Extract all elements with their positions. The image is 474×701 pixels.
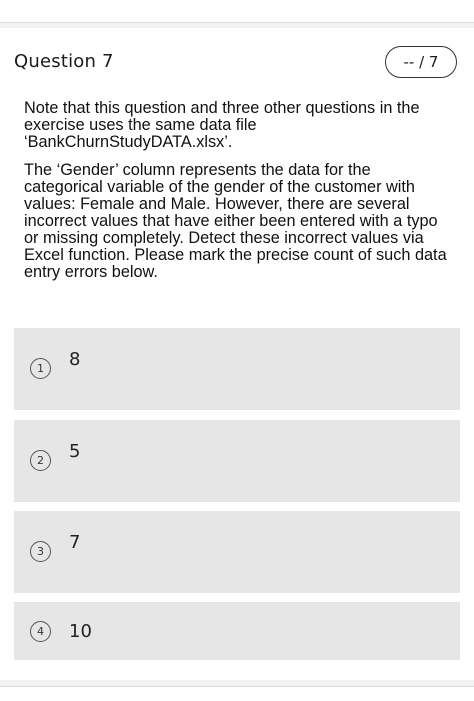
option-number-badge: 1: [30, 358, 51, 379]
score-badge: -- / 7: [385, 46, 457, 78]
answer-option-3[interactable]: [14, 511, 460, 593]
answer-option-4[interactable]: [14, 602, 460, 660]
option-value: 10: [69, 621, 92, 642]
next-card-edge: [0, 686, 474, 701]
answer-option-1[interactable]: [14, 328, 460, 410]
question-title: Question 7: [14, 51, 114, 72]
option-value: 8: [69, 349, 81, 370]
prompt-paragraph: The ‘Gender’ column represents the data for the categorical variable of the gender of the customer with values: Female and Male. However, there are several incorrect values that have either been entered with a typo or missing completely. Detect these incorrect values via Excel function. Please mark the precise count of such data entry errors below.: [24, 161, 447, 281]
prompt-paragraph: Note that this question and three other questions in the exercise uses the same data file ‘BankChurnStudyDATA.xlsx’.: [24, 99, 420, 151]
option-number-badge: 3: [30, 541, 51, 562]
option-value: 5: [69, 441, 81, 462]
option-number-badge: 4: [30, 621, 51, 642]
option-value: 7: [69, 532, 81, 553]
previous-card-edge: [0, 0, 474, 23]
answer-option-2[interactable]: [14, 420, 460, 502]
question-prompt: [24, 100, 449, 292]
option-number-badge: 2: [30, 450, 51, 471]
